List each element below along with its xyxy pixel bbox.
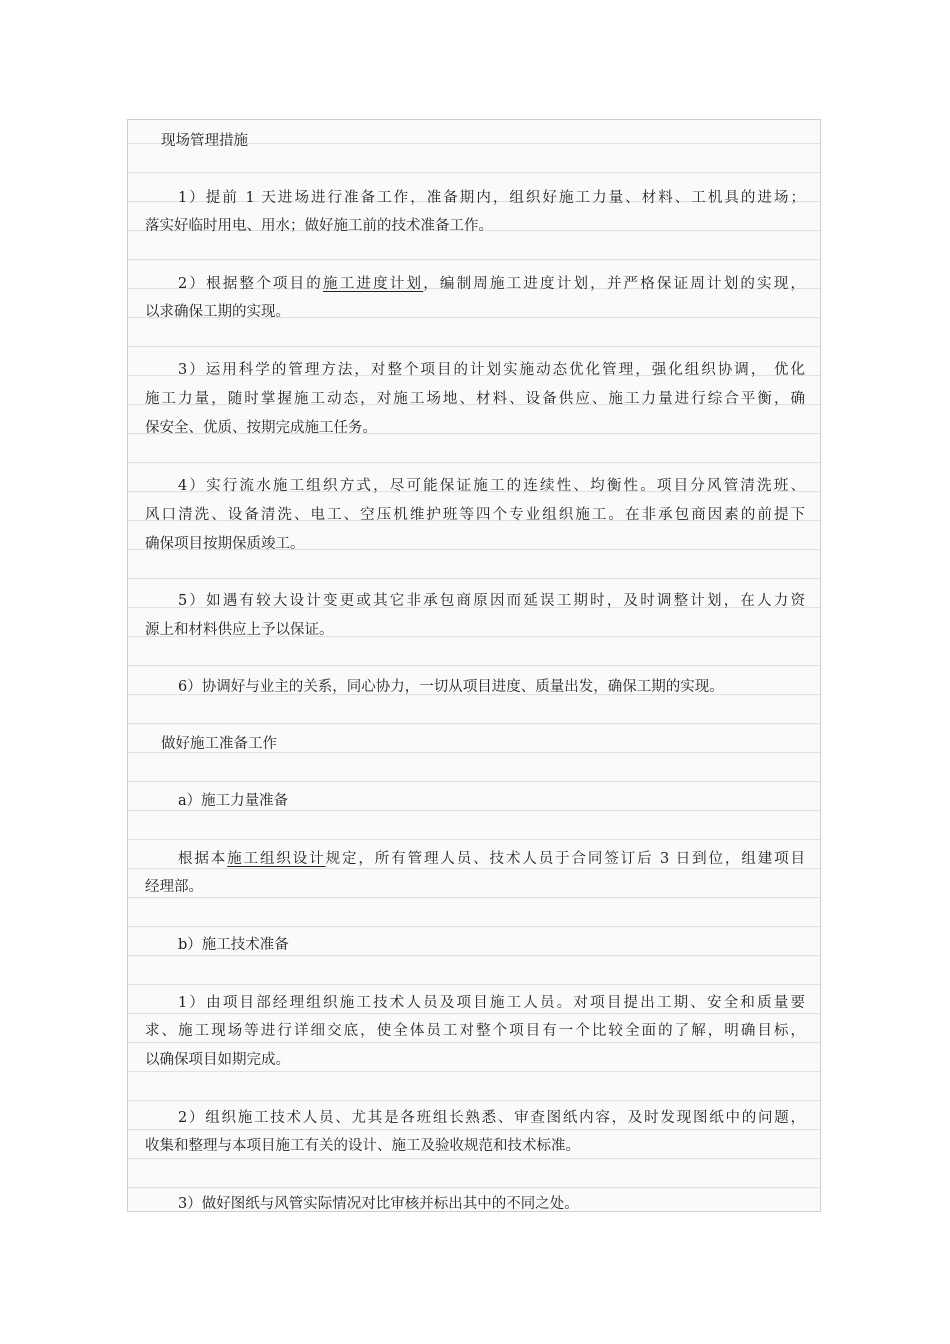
text-segment: 规定，所有管理人员、技术人员于合同签订后 3 日到位，组建项目 <box>325 851 806 867</box>
subsection-title-a: a）施工力量准备 <box>178 793 289 809</box>
paragraph-line: 施工力量，随时掌握施工动态，对施工场地、材料、设备供应、施工力量进行综合平衡，确 <box>145 391 805 407</box>
schedule-plan-link[interactable]: 施工进度计划 <box>323 276 424 292</box>
paragraph-line: 确保项目按期保质竣工。 <box>145 536 305 552</box>
paragraph-line: 保安全、优质、按期完成施工任务。 <box>145 420 377 436</box>
text-segment: 2）根据整个项目的 <box>178 276 323 292</box>
section-title-site-management: 现场管理措施 <box>161 133 248 149</box>
paragraph-line: 1）由项目部经理组织施工技术人员及项目施工人员。对项目提出工期、安全和质量要 <box>178 995 805 1011</box>
paragraph-line: 风口清洗、设备清洗、电工、空压机维护班等四个专业组织施工。在非承包商因素的前提下 <box>145 507 805 523</box>
section-title-preparation: 做好施工准备工作 <box>161 736 277 752</box>
text-segment: 根据本 <box>178 851 228 867</box>
paragraph-line: 1）提前 1 天进场进行准备工作，准备期内，组织好施工力量、材料、工机具的进场； <box>178 190 805 206</box>
paragraph-line: 经理部。 <box>145 879 203 895</box>
paragraph-line: 6）协调好与业主的关系，同心协力，一切从项目进度、质量出发，确保工期的实现。 <box>178 679 724 695</box>
paragraph-line: 4）实行流水施工组织方式，尽可能保证施工的连续性、均衡性。项目分风管清洗班、 <box>178 478 805 494</box>
paragraph-line: 收集和整理与本项目施工有关的设计、施工及验收规范和技术标准。 <box>145 1138 580 1154</box>
paragraph-line <box>145 849 805 869</box>
paragraph-line: 以确保项目如期完成。 <box>145 1052 290 1068</box>
text-segment: ，编制周施工进度计划，并严格保证周计划的实现， <box>423 276 806 292</box>
paragraph-line: 3）做好图纸与风管实际情况对比审核并标出其中的不同之处。 <box>178 1196 579 1212</box>
paragraph-line: 5）如遇有较大设计变更或其它非承包商原因而延误工期时，及时调整计划，在人力资 <box>178 593 805 609</box>
construction-design-link[interactable]: 施工组织设计 <box>227 851 326 867</box>
paragraph-line: 3）运用科学的管理方法，对整个项目的计划实施动态优化管理，强化组织协调， 优化 <box>178 362 805 378</box>
subsection-title-b: b）施工技术准备 <box>178 937 289 953</box>
paragraph-line: 源上和材料供应上予以保证。 <box>145 622 334 638</box>
paragraph-line: 求、施工现场等进行详细交底，使全体员工对整个项目有一个比较全面的了解，明确目标， <box>145 1023 805 1039</box>
paragraph-line: 以求确保工期的实现。 <box>145 304 290 320</box>
paragraph-line: 2）组织施工技术人员、尤其是各班组长熟悉、审查图纸内容，及时发现图纸中的问题， <box>178 1110 805 1126</box>
paragraph-line: 落实好临时用电、用水；做好施工前的技术准备工作。 <box>145 218 493 234</box>
paragraph-line <box>145 274 805 294</box>
